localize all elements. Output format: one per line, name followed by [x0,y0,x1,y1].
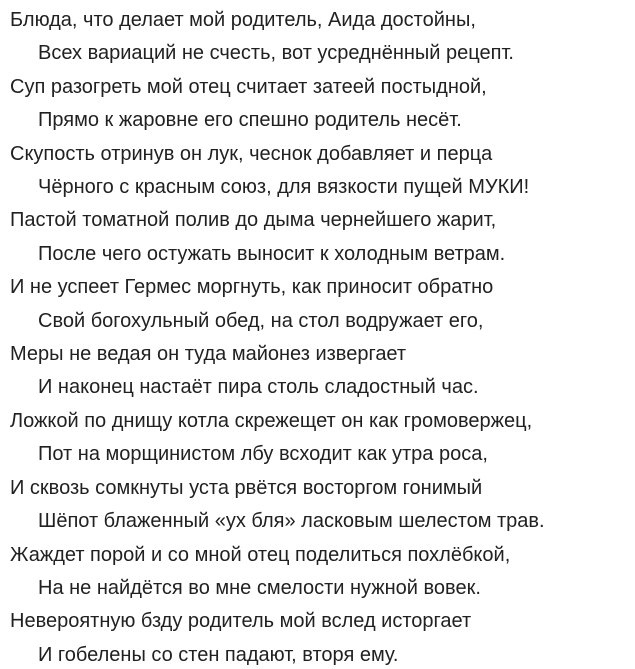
poem-line: Свой богохульный обед, на стол водружает его, [38,309,484,332]
poem-line: Меры не ведая он туда майонез извергает [10,343,407,366]
poem-line: Прямо к жаровне его спешно родитель несёт. [38,109,462,132]
poem-line: Ложкой по днищу котла скрежещет он как громовержец, [10,409,533,432]
poem-line: И не успеет Гермес моргнуть, как приносит обратно [10,276,494,299]
poem-line: Блюда, что делает мой родитель, Аида достойны, [10,9,476,31]
poem-line: Жаждет порой и со мной отец поделиться похлёбкой, [10,543,511,566]
poem-line: И наконец настаёт пира столь сладостный час. [38,376,479,399]
poem-line: Пастой томатной полив до дыма чернейшего жарит, [10,209,497,232]
poem-line: Суп разогреть мой отец считает затеей постыдной, [10,75,487,98]
poem-line: И сквозь сомкнуты уста рвётся восторгом гонимый [10,476,483,499]
poem-line: На не найдётся во мне смелости нужной вовек. [38,576,481,599]
poem-line: Шёпот блаженный «ух бля» ласковым шелестом трав. [38,510,545,533]
poem-line: Чёрного с красным союз, для вязкости пущей МУКИ! [38,176,530,199]
poem-line: Скупость отринув он лук, чеснок добавляет и перца [10,142,493,165]
poem-line: Всех вариаций не счесть, вот усреднённый рецепт. [38,42,514,65]
poem-line: Невероятную бзду родитель мой вслед исторгает [10,610,472,633]
poem-line: И гобелены со стен падают, вторя ему. [38,643,399,666]
poem-line: Пот на морщинистом лбу всходит как утра роса, [38,443,488,466]
poem-line: После чего остужать выносит к холодным ветрам. [38,242,506,265]
